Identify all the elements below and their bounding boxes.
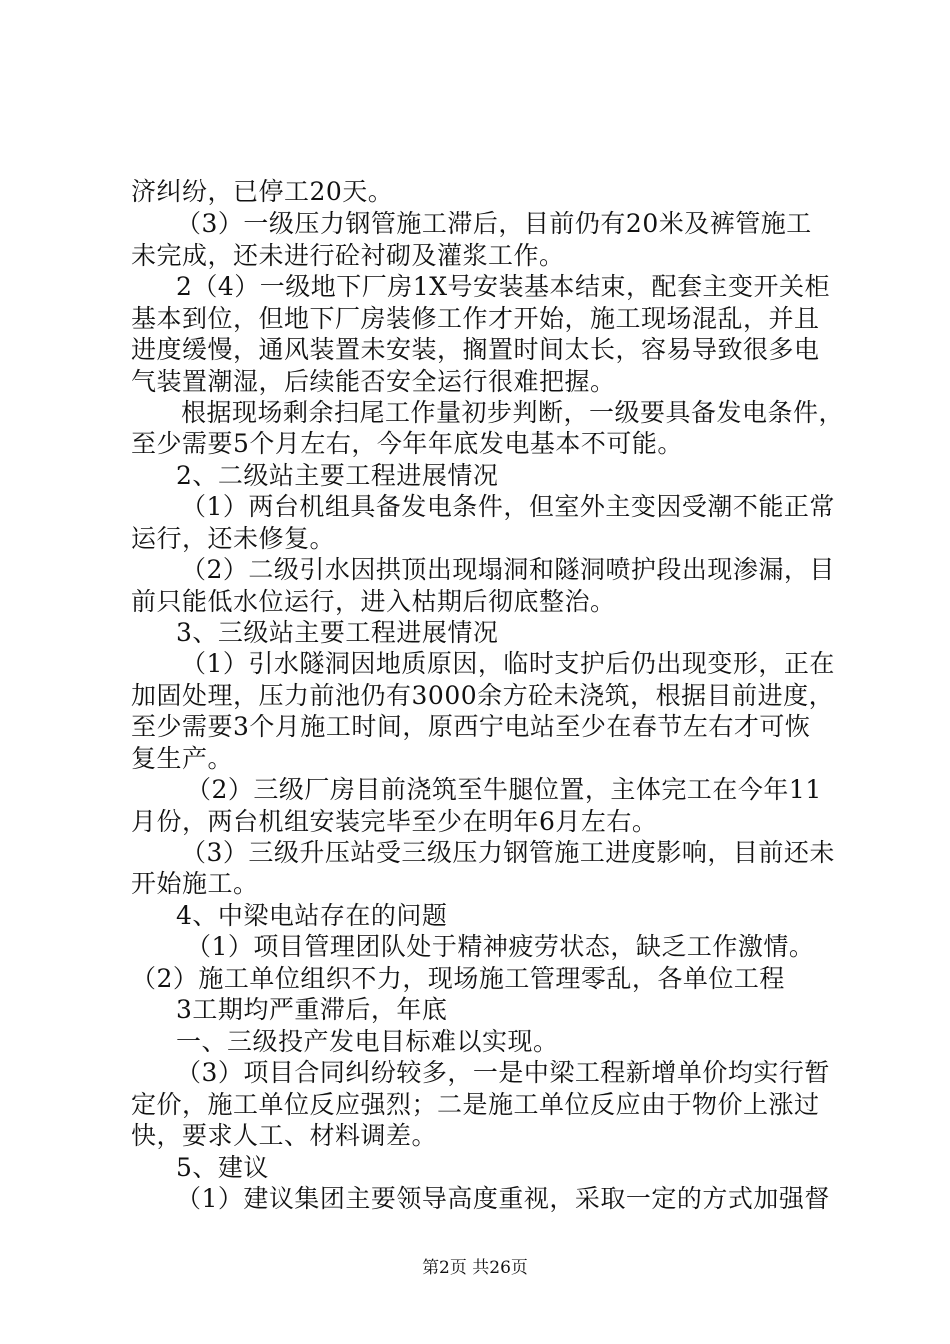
text-line: 2（4）一级地下厂房1X号安装基本结束，配套主变开关柜 (176, 272, 831, 301)
text-line: 至少需要3个月施工时间，原西宁电站至少在春节左右才可恢 (131, 712, 811, 741)
text-line: （3）一级压力钢管施工滞后，目前仍有20米及裤管施工 (176, 209, 812, 238)
section-heading: 5、建议 (176, 1153, 269, 1182)
page-footer: 第2页 共26页 (422, 1258, 528, 1278)
text-line: 开始施工。 (131, 869, 259, 898)
text-line: 前只能低水位运行，进入枯期后彻底整治。 (131, 587, 616, 616)
text-line: 定价，施工单位反应强烈；二是施工单位反应由于物价上涨过 (131, 1090, 820, 1119)
text-line: （1）项目管理团队处于精神疲劳状态，缺乏工作激情。 (186, 932, 815, 961)
text-line: 月份，两台机组安装完毕至少在明年6月左右。 (131, 807, 658, 836)
text-line: 加固处理，压力前池仍有3000余方砼未浇筑，根据目前进度， (131, 681, 835, 710)
text-line: 至少需要5个月左右，今年年底发电基本不可能。 (131, 429, 683, 458)
text-line: （2）三级厂房目前浇筑至牛腿位置，主体完工在今年11 (186, 775, 822, 804)
text-line: 复生产。 (131, 744, 234, 773)
text-line: 一、三级投产发电目标难以实现。 (176, 1027, 559, 1056)
text-line: （2）二级引水因拱顶出现塌洞和隧洞喷护段出现渗漏，目 (181, 555, 835, 584)
text-line: 济纠纷，已停工20天。 (131, 177, 394, 206)
section-heading: 2、二级站主要工程进展情况 (176, 461, 499, 490)
text-line: 运行，还未修复。 (131, 524, 336, 553)
text-line: 进度缓慢，通风装置未安装，搁置时间太长，容易导致很多电 (131, 335, 820, 364)
text-line: （1）引水隧洞因地质原因，临时支护后仍出现变形，正在 (181, 649, 835, 678)
text-line: （2）施工单位组织不力，现场施工管理零乱，各单位工程 (131, 964, 785, 993)
section-heading: 4、中梁电站存在的问题 (176, 901, 448, 930)
section-heading: 3、三级站主要工程进展情况 (176, 618, 499, 647)
text-line: 气装置潮湿，后续能否安全运行很难把握。 (131, 367, 616, 396)
text-line: 根据现场剩余扫尾工作量初步判断，一级要具备发电条件， (181, 398, 845, 427)
text-line: 快，要求人工、材料调差。 (131, 1121, 438, 1150)
text-line: （1）两台机组具备发电条件，但室外主变因受潮不能正常 (181, 492, 835, 521)
text-line: （1）建议集团主要领导高度重视，采取一定的方式加强督 (176, 1184, 830, 1213)
text-line: 3工期均严重滞后，年底 (176, 995, 448, 1024)
text-line: 未完成，还未进行砼衬砌及灌浆工作。 (131, 241, 565, 270)
text-line: 基本到位，但地下厂房装修工作才开始，施工现场混乱，并且 (131, 304, 820, 333)
text-line: （3）三级升压站受三级压力钢管施工进度影响，目前还未 (181, 838, 835, 867)
text-line: （3）项目合同纠纷较多，一是中梁工程新增单价均实行暂 (176, 1058, 830, 1087)
